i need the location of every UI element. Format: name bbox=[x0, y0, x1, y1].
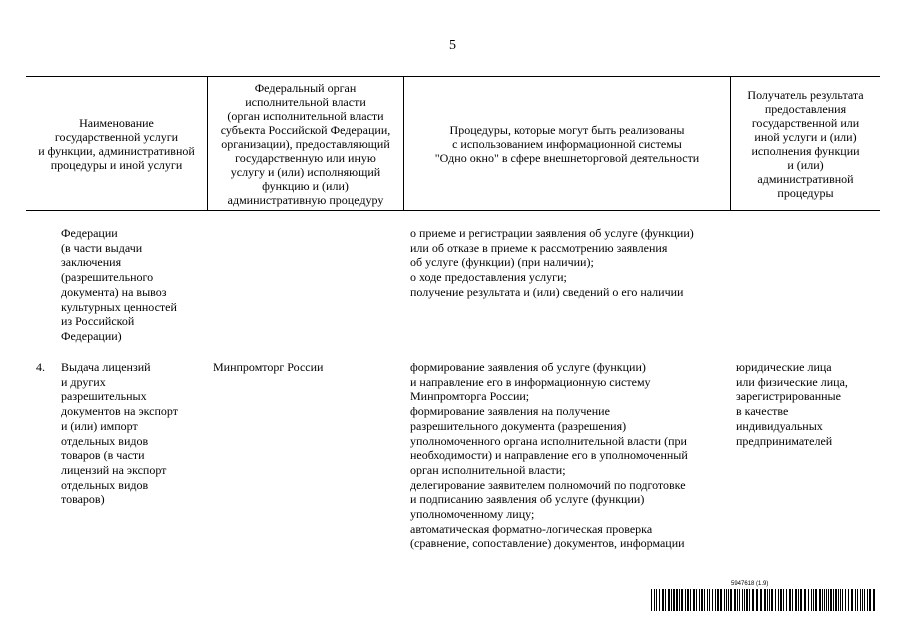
barcode-bar bbox=[873, 589, 875, 611]
barcode-bar bbox=[826, 589, 827, 611]
barcode-bar bbox=[679, 589, 680, 611]
barcode-bar bbox=[709, 589, 710, 611]
barcode-icon bbox=[651, 589, 877, 611]
header-procedures: Процедуры, которые могут быть реализованы с использованием информационной системы "Одно окно" в сфере внешнеторговой деятельности bbox=[434, 122, 700, 165]
header-bottom-rule bbox=[26, 210, 880, 211]
barcode-bar bbox=[756, 589, 758, 611]
barcode-bar bbox=[860, 589, 861, 611]
barcode-bar bbox=[737, 589, 738, 611]
barcode-bar bbox=[712, 589, 713, 611]
barcode-bar bbox=[662, 589, 664, 611]
header-service-name: Наименование государственной услуги и функции, административной процедуры и иной услуги bbox=[38, 115, 195, 172]
barcode-bar bbox=[824, 589, 825, 611]
barcode-bar bbox=[795, 589, 797, 611]
barcode-bar bbox=[656, 589, 657, 611]
barcode-bar bbox=[808, 589, 809, 611]
barcode-bar bbox=[696, 589, 697, 611]
row-service-name: Выдача лицензий и других разрешительных документов на экспорт и (или) импорт отдельных видов товаров (в части лицензий на экспорт отдельных видов товаров) bbox=[61, 360, 178, 507]
barcode-bar bbox=[851, 589, 853, 611]
barcode-bar bbox=[789, 589, 791, 611]
barcode-bar bbox=[838, 589, 839, 611]
barcode-bar bbox=[726, 589, 727, 611]
barcode-bar bbox=[833, 589, 834, 611]
barcode-bar bbox=[804, 589, 806, 611]
barcode-bar bbox=[744, 589, 745, 611]
barcode-bar bbox=[742, 589, 743, 611]
barcode-bar bbox=[728, 589, 729, 611]
header-recipient: Получатель результата предоставления государственной или иной услуги и (или) исполнения функции и (или) административной процедуры bbox=[747, 87, 864, 200]
barcode-bar bbox=[855, 589, 856, 611]
barcode-bar bbox=[819, 589, 821, 611]
barcode-bar bbox=[769, 589, 770, 611]
barcode-bar bbox=[671, 589, 672, 611]
row-service-name: Федерации (в части выдачи заключения (разрешительного документа) на вывоз культурных ценностей из Российской Федерации) bbox=[61, 226, 177, 343]
row-recipient: юридические лица или физические лица, зарегистрированные в качестве индивидуальных предпринимателей bbox=[736, 360, 848, 448]
row-procedures: формирование заявления об услуге (функции) и направление его в информационную систему Минпромторга России; формирование заявления на получение разрешительного документа (разрешения) уполномоченного органа исполнительной власти (при необходимости) и направление его в уполномоченный орган исполнительной власти; делегирование заявителем полномочий по подготовке и подписанию заявления об услуге (функции) уполномоченному лицу; автоматическая форматно-логическая проверка (сравнение, сопоставление) документов, информации bbox=[410, 360, 688, 551]
page-number: 5 bbox=[449, 38, 456, 53]
barcode-bar bbox=[811, 589, 812, 611]
barcode-bar bbox=[815, 589, 817, 611]
barcode-bar bbox=[720, 589, 722, 611]
header-authority: Федеральный орган исполнительной власти (орган исполнительной власти субъекта Российской Федерации, организации), предоставляющий государственную или иную услугу и (или) исполняющий функцию и (или) административную процедуру bbox=[220, 80, 391, 207]
barcode-bar bbox=[717, 589, 719, 611]
barcode-bar bbox=[668, 589, 670, 611]
barcode-bar bbox=[845, 589, 846, 611]
barcode-bar bbox=[783, 589, 784, 611]
barcode-bar bbox=[730, 589, 732, 611]
barcode-bar bbox=[800, 589, 802, 611]
barcode-label: 5947618 (1.9) bbox=[731, 581, 769, 587]
barcode-bar bbox=[693, 589, 695, 611]
barcode-bar bbox=[752, 589, 754, 611]
row-authority: Минпромторг России bbox=[213, 360, 324, 374]
barcode-bar bbox=[734, 589, 736, 611]
barcode-bar bbox=[775, 589, 776, 611]
barcode-bar bbox=[848, 589, 849, 611]
barcode-bar bbox=[830, 589, 832, 611]
barcode-bar bbox=[665, 589, 666, 611]
barcode-bar bbox=[659, 589, 660, 611]
barcode-bar bbox=[760, 589, 762, 611]
barcode-bar bbox=[869, 589, 871, 611]
barcode-bar bbox=[704, 589, 705, 611]
row-procedures: о приеме и регистрации заявления об услуге (функции) или об отказе в приеме к рассмотрению заявления об услуге (функции) (при наличии); о ходе предоставления услуги; получение результата и (или) сведений о его наличии bbox=[410, 226, 694, 299]
barcode-bar bbox=[651, 589, 652, 611]
barcode-bar bbox=[840, 589, 841, 611]
barcode-bar bbox=[813, 589, 814, 611]
barcode-bar bbox=[746, 589, 748, 611]
barcode-bar bbox=[771, 589, 773, 611]
barcode-bar bbox=[864, 589, 865, 611]
barcode-bar bbox=[767, 589, 768, 611]
barcode-bar bbox=[778, 589, 779, 611]
barcode-bar bbox=[786, 589, 787, 611]
barcode-bar bbox=[687, 589, 689, 611]
barcode-bar bbox=[699, 589, 700, 611]
barcode-bar bbox=[867, 589, 868, 611]
barcode-bar bbox=[681, 589, 683, 611]
barcode-bar bbox=[749, 589, 750, 611]
barcode-bar bbox=[701, 589, 703, 611]
barcode-bar bbox=[690, 589, 691, 611]
barcode-bar bbox=[828, 589, 829, 611]
barcode-bar bbox=[798, 589, 799, 611]
barcode-bar bbox=[685, 589, 686, 611]
barcode-bar bbox=[724, 589, 725, 611]
barcode-bar bbox=[862, 589, 863, 611]
barcode-bar bbox=[707, 589, 708, 611]
barcode-bar bbox=[842, 589, 843, 611]
barcode-bar bbox=[715, 589, 716, 611]
barcode-bar bbox=[764, 589, 766, 611]
barcode-bar bbox=[739, 589, 740, 611]
row-number: 4. bbox=[36, 360, 45, 374]
barcode-bar bbox=[676, 589, 678, 611]
barcode-bar bbox=[857, 589, 858, 611]
barcode-bar bbox=[673, 589, 675, 611]
barcode-bar bbox=[822, 589, 823, 611]
barcode-bar bbox=[792, 589, 793, 611]
barcode-bar bbox=[654, 589, 655, 611]
barcode-bar bbox=[835, 589, 837, 611]
barcode-bar bbox=[780, 589, 782, 611]
